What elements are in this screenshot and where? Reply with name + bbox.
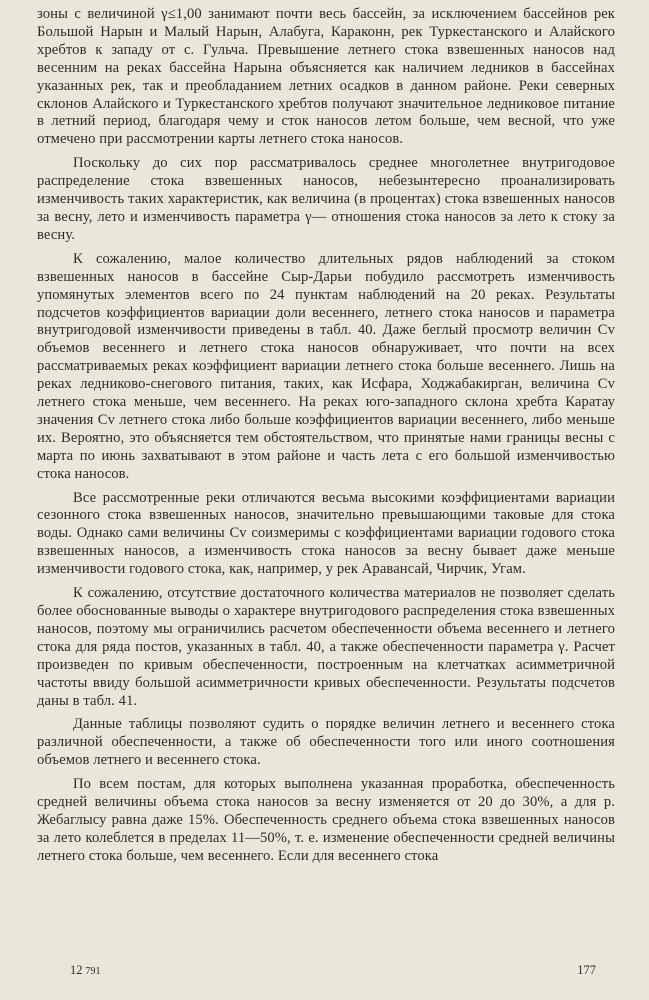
- signature-number: 12: [70, 963, 83, 977]
- signature-subnumber: 791: [85, 966, 101, 977]
- paragraph-3: К сожалению, малое количество длительных рядов наблюдений за стоком взвешенных наносов в бассейне Сыр-Дарьи побудило рассмотреть изменчивость упомянутых элементов всего по 24 пунктам наблюдений на 20 реках. Результаты подсчетов коэффициентов вариации доли весеннего, летнего стока наносов и параметра внутригодовой изменчивости приведены в табл. 40. Даже беглый просмотр величин Cv объемов весеннего и летнего стока наносов обнаруживает, что почти на всех рассматриваемых реках коэффициент вариации летнего стока больше весеннего. Лишь на реках ледниково-снегового питания, таких, как Исфара, Ходжабакирган, величина Cv летнего стока меньше, чем весеннего. На реках юго-западного склона хребта Каратау значения Cv летнего стока либо больше коэффициентов вариации весеннего, либо меньше их. Вероятно, это объясняется тем обстоятельством, что принятые нами границы весны с марта по июнь захватывают в этом районе и часть лета с его большой изменчивостью стока наносов.: [37, 250, 615, 482]
- paragraph-2: Поскольку до сих пор рассматривалось среднее многолетнее внутригодовое распределение стока взвешенных наносов, небезынтересно проанализировать изменчивость таких характеристик, как величина (в процентах) стока взвешенных наносов за весну, лето и изменчивость параметра γ— отношения стока наносов за лето к стоку за весну.: [37, 155, 615, 243]
- paragraph-1: зоны с величиной γ≤1,00 занимают почти весь бассейн, за исключением бассейнов рек Большой Нарын и Малый Нарын, Алабуга, Караконн, рек Туркестанского и Алайского хребтов к западу от с. Гульча. Превышение летнего стока взвешенных наносов над весенним на реках бассейна Нарына объясняется как наличием ледников в бассейнах указанных рек, так и преобладанием летних осадков в данном районе. Реки северных склонов Алайского и Туркестанского хребтов получают значительное ледниковое питание в летний период, благодаря чему и сток наносов летом больше, чем весной, что уже отмечено при рассмотрении карты летнего стока наносов.: [37, 6, 615, 148]
- printer-signature: [70, 963, 101, 978]
- page-number: 177: [577, 963, 596, 977]
- paragraph-6: Данные таблицы позволяют судить о порядке величин летнего и весеннего стока различной обеспеченности, а также об обеспеченности того или иного соотношения объемов летнего и весеннего стока.: [37, 716, 615, 769]
- paragraph-7: По всем постам, для которых выполнена указанная проработка, обеспеченность средней величины объема стока наносов за весну изменяется от 20 до 30%, а для р. Жебаглысу равна даже 15%. Обеспеченность среднего объема стока взвешенных наносов за лето колеблется в пределах 11—50%, т. е. изменение обеспеченности средней величины летнего стока больше, чем весеннего. Если для весеннего стока: [37, 776, 615, 864]
- paragraph-5: К сожалению, отсутствие достаточного количества материалов не позволяет сделать более обоснованные выводы о характере внутригодового распределения стока взвешенных наносов, поэтому мы ограничились расчетом обеспеченности объема весеннего и летнего стока для ряда постов, указанных в табл. 40, а также обеспеченности параметра γ. Расчет произведен по кривым обеспеченности, построенным на клетчатках асимметричной частоты ввиду большой асимметричности кривых обеспеченности. Результаты подсчетов даны в табл. 41.: [37, 585, 615, 709]
- paragraph-4: Все рассмотренные реки отличаются весьма высокими коэффициентами вариации сезонного стока взвешенных наносов, значительно превышающими таковые для стока воды. Однако сами величины Cv соизмеримы с коэффициентами вариации годового стока взвешенных наносов, а изменчивость стока наносов за весну бывает даже меньше изменчивости годового стока, как, например, у рек Аравансай, Чирчик, Угам.: [37, 489, 615, 578]
